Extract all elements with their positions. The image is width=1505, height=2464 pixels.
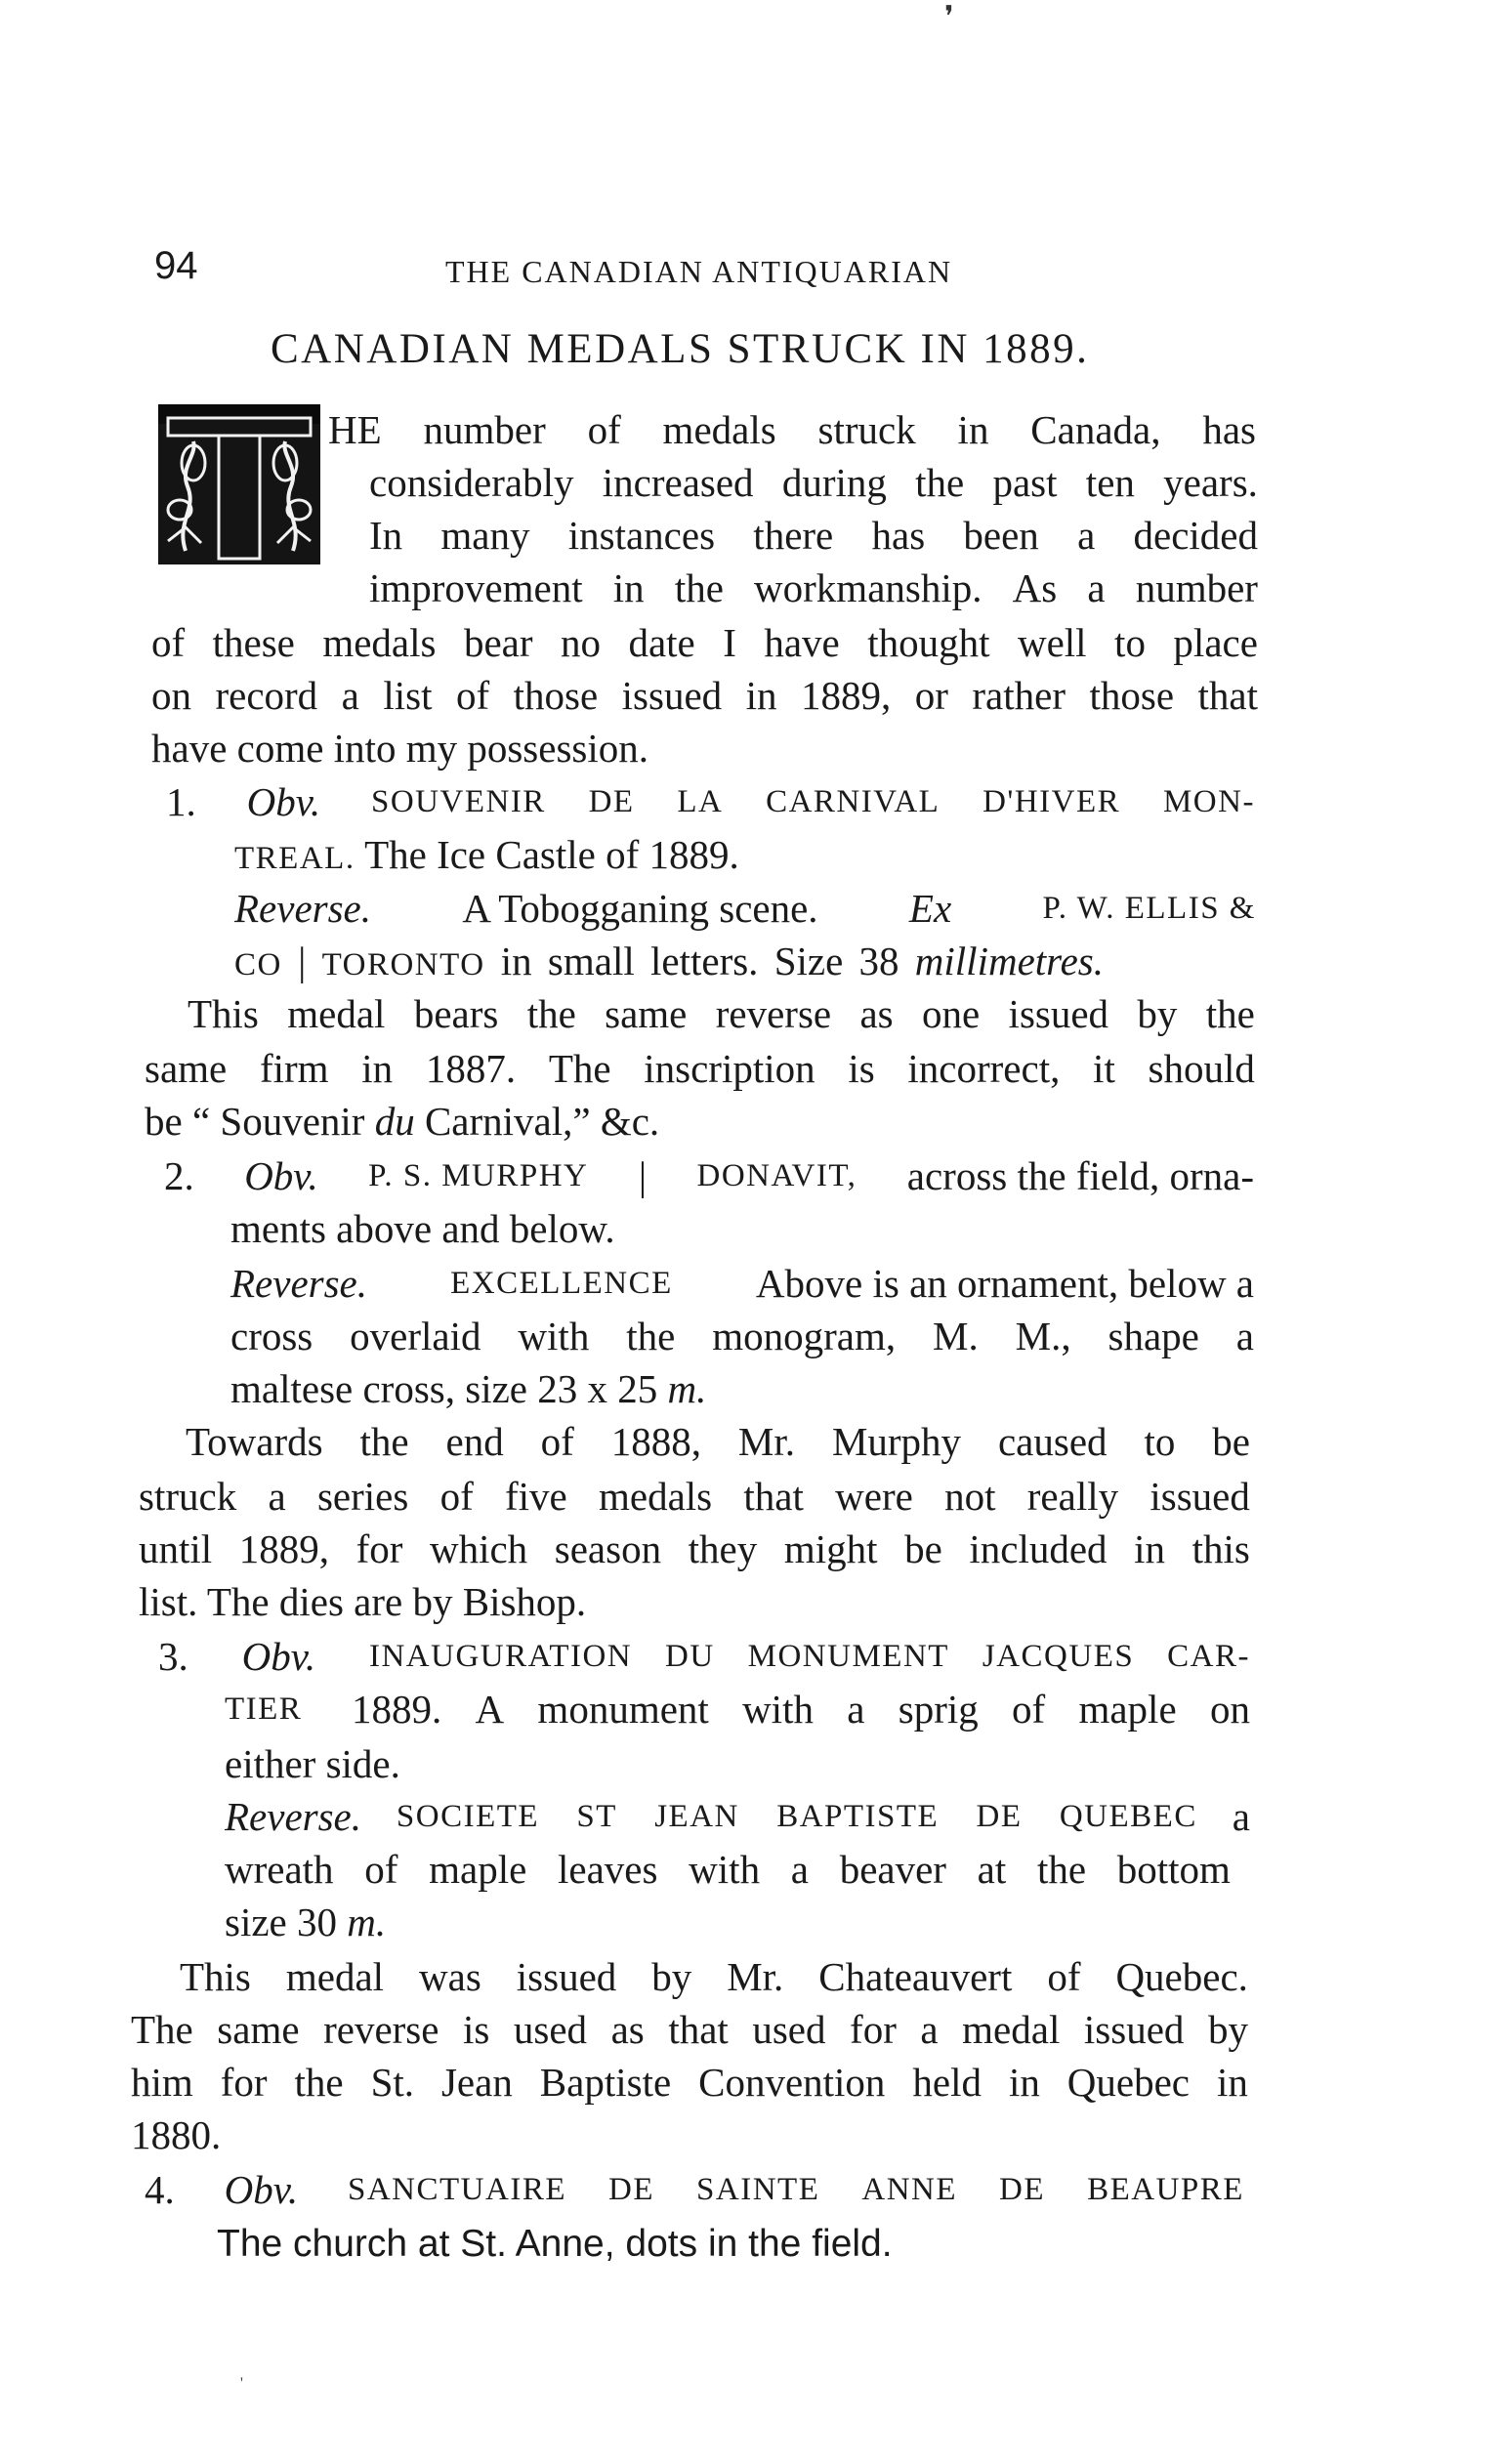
intro-line bbox=[369, 563, 1258, 613]
item-4-obverse-line: 4. Obv. SANCTUAIRE DE SAINTE ANNE DE BEAUPRE bbox=[145, 2164, 1244, 2215]
word: BAPTISTE bbox=[776, 1799, 940, 1834]
word: This bbox=[180, 1954, 251, 1999]
word: struck bbox=[139, 1474, 237, 1519]
word: ten bbox=[1085, 460, 1135, 505]
word: instances bbox=[567, 513, 716, 558]
word: on bbox=[1209, 1687, 1250, 1732]
word: workmanship. bbox=[754, 565, 982, 610]
word: medal bbox=[287, 991, 386, 1036]
word: has bbox=[1202, 407, 1256, 452]
word: end bbox=[445, 1419, 504, 1464]
word: JEAN bbox=[654, 1799, 739, 1834]
item-1-note-line bbox=[188, 988, 1255, 1039]
item-2-note-line bbox=[139, 1471, 1250, 1522]
word: list bbox=[383, 673, 433, 718]
word: reverse bbox=[323, 2007, 439, 2052]
item-3-obverse-line: 3. Obv. INAUGURATION DU MONUMENT JACQUES CAR- bbox=[158, 1631, 1250, 1682]
word: by bbox=[1137, 991, 1178, 1036]
item-2-note-line bbox=[139, 1524, 1250, 1574]
word: which bbox=[429, 1526, 528, 1571]
word: BEAUPRE bbox=[1087, 2172, 1244, 2207]
word: M., bbox=[1015, 1314, 1071, 1358]
word: or bbox=[914, 673, 948, 718]
word: Murphy bbox=[831, 1419, 962, 1464]
item-2-note-line: list. The dies are by Bishop. bbox=[139, 1579, 587, 1624]
word: in bbox=[361, 1046, 394, 1091]
word: in bbox=[957, 407, 989, 452]
word: DE bbox=[999, 2172, 1046, 2207]
word: firm bbox=[259, 1046, 329, 1091]
word: reverse bbox=[715, 991, 832, 1036]
word: medals bbox=[322, 620, 437, 665]
word: Towards bbox=[186, 1419, 323, 1464]
word: issued bbox=[1083, 2007, 1185, 2052]
word: ST bbox=[576, 1799, 617, 1834]
intro-line bbox=[151, 617, 1258, 668]
word: issued bbox=[516, 1954, 617, 1999]
word: used bbox=[513, 2007, 588, 2052]
word: DU bbox=[665, 1639, 715, 1674]
word: St. bbox=[370, 2060, 415, 2105]
word: those bbox=[513, 673, 599, 718]
word: 1888, bbox=[610, 1419, 701, 1464]
word: wreath bbox=[225, 1847, 334, 1892]
word: in bbox=[612, 565, 645, 610]
word: been bbox=[963, 513, 1039, 558]
word: of bbox=[439, 1474, 474, 1519]
word: a bbox=[790, 1847, 809, 1892]
word: of bbox=[1047, 1954, 1081, 1999]
word: in bbox=[745, 673, 777, 718]
word: of bbox=[540, 1419, 574, 1464]
word: As bbox=[1012, 565, 1058, 610]
word: in bbox=[1216, 2060, 1248, 2105]
word: HE bbox=[328, 407, 382, 452]
word: past bbox=[992, 460, 1058, 505]
item-2-obverse-line: 2. Obv. P. S. MURPHY | DONAVIT, across the field, orna- bbox=[164, 1153, 1254, 1198]
item-2-obverse-cont: ments above and below. bbox=[230, 1206, 615, 1251]
word: no bbox=[560, 620, 601, 665]
word: 1889, bbox=[238, 1526, 330, 1571]
word: same bbox=[145, 1046, 228, 1091]
word: thought bbox=[867, 620, 990, 665]
word: during bbox=[781, 460, 887, 505]
word: caused bbox=[997, 1419, 1108, 1464]
item-3-note-line bbox=[131, 2004, 1248, 2055]
word: MONUMENT bbox=[747, 1639, 949, 1674]
word: This bbox=[188, 991, 259, 1036]
word: to bbox=[1144, 1419, 1176, 1464]
word: have bbox=[764, 620, 840, 665]
word: I bbox=[723, 620, 736, 665]
item-3-reverse-cont: size 30 m. bbox=[225, 1900, 387, 1944]
word: Baptiste bbox=[539, 2060, 672, 2105]
word: Chateauvert bbox=[818, 1954, 1013, 1999]
word: for bbox=[220, 2060, 268, 2105]
obverse-label: Obv. bbox=[246, 779, 321, 824]
word: should bbox=[1148, 1046, 1255, 1091]
word: number bbox=[1135, 565, 1258, 610]
item-3-note-line bbox=[180, 1951, 1248, 2002]
word: date bbox=[628, 620, 695, 665]
word: of bbox=[587, 407, 621, 452]
word: 1887. bbox=[425, 1046, 517, 1091]
word: issued bbox=[621, 673, 723, 718]
word: at bbox=[977, 1847, 1007, 1892]
word: number bbox=[423, 407, 546, 452]
word: DE bbox=[608, 2172, 655, 2207]
word: the bbox=[526, 991, 576, 1036]
word: medal bbox=[962, 2007, 1061, 2052]
word: A bbox=[475, 1687, 505, 1732]
word: sprig bbox=[898, 1687, 979, 1732]
word: held bbox=[912, 2060, 982, 2105]
word: those bbox=[1089, 673, 1175, 718]
word: might bbox=[783, 1526, 878, 1571]
word: Jean bbox=[440, 2060, 513, 2105]
word: one bbox=[921, 991, 981, 1036]
word: maple bbox=[429, 1847, 527, 1892]
word: a bbox=[847, 1687, 865, 1732]
intro-line bbox=[369, 457, 1258, 508]
word: five bbox=[504, 1474, 567, 1519]
word: bears bbox=[413, 991, 499, 1036]
word: of bbox=[1012, 1687, 1046, 1732]
word: SAINTE bbox=[696, 2172, 820, 2207]
word: improvement bbox=[369, 565, 583, 610]
word: SOUVENIR bbox=[370, 784, 546, 819]
word: increased bbox=[602, 460, 754, 505]
stray-ink-mark: ❜ bbox=[944, 1, 954, 33]
word: 1889. bbox=[352, 1687, 442, 1732]
word: that bbox=[1197, 673, 1258, 718]
word: inscription bbox=[644, 1046, 815, 1091]
word: same bbox=[605, 991, 688, 1036]
word: The bbox=[548, 1046, 611, 1091]
drop-cap-ornament-icon bbox=[158, 404, 320, 564]
word: used bbox=[752, 2007, 826, 2052]
word: has bbox=[871, 513, 926, 558]
word: him bbox=[131, 2060, 193, 2105]
word: CAR- bbox=[1167, 1639, 1250, 1674]
word: be bbox=[904, 1526, 942, 1571]
word: the bbox=[626, 1314, 676, 1358]
word: was bbox=[419, 1954, 481, 1999]
item-1-obverse-line bbox=[166, 776, 1255, 827]
word: The bbox=[131, 2007, 193, 2052]
word: on bbox=[151, 673, 191, 718]
word: the bbox=[674, 565, 724, 610]
word: leaves bbox=[558, 1847, 658, 1892]
word: struck bbox=[817, 407, 916, 452]
word: Quebec. bbox=[1115, 1954, 1248, 1999]
word: were bbox=[835, 1474, 913, 1519]
word: this bbox=[1191, 1526, 1250, 1571]
obverse-inscription bbox=[371, 776, 1255, 827]
word: for bbox=[355, 1526, 403, 1571]
word: the bbox=[294, 2060, 344, 2105]
word: bottom bbox=[1116, 1847, 1231, 1892]
word: be bbox=[1212, 1419, 1250, 1464]
item-2-reverse-cont: maltese cross, size 23 x 25 m. bbox=[230, 1366, 707, 1411]
word: of bbox=[151, 620, 186, 665]
intro-line bbox=[328, 404, 1256, 455]
page-number: 94 bbox=[154, 244, 198, 287]
item-2-reverse-cont bbox=[230, 1311, 1254, 1361]
word: In bbox=[369, 513, 403, 558]
word: until bbox=[139, 1526, 213, 1571]
word: that bbox=[668, 2007, 729, 2052]
word: a bbox=[341, 673, 359, 718]
word: Mr. bbox=[737, 1419, 796, 1464]
word: as bbox=[859, 991, 894, 1036]
word: it bbox=[1093, 1046, 1115, 1091]
word: shape bbox=[1108, 1314, 1199, 1358]
word: Mr. bbox=[727, 1954, 784, 1999]
reverse-label: Reverse. bbox=[234, 886, 371, 931]
item-3-obverse-cont: either side. bbox=[225, 1741, 400, 1786]
word: well bbox=[1017, 620, 1087, 665]
word: rather bbox=[972, 673, 1066, 718]
word: SANCTUAIRE bbox=[347, 2172, 566, 2207]
word: to bbox=[1114, 620, 1146, 665]
word: cross bbox=[230, 1314, 314, 1358]
item-1-obverse-cont: TREAL. The Ice Castle of 1889. bbox=[234, 832, 739, 877]
item-1-note-line: be “ Souvenir du Carnival,” &c. bbox=[145, 1099, 660, 1144]
word: the bbox=[915, 460, 965, 505]
word: is bbox=[463, 2007, 490, 2052]
word: the bbox=[1205, 991, 1255, 1036]
running-head: THE CANADIAN ANTIQUARIAN bbox=[445, 254, 953, 289]
word: maple bbox=[1078, 1687, 1177, 1732]
word: medals bbox=[599, 1474, 713, 1519]
word: many bbox=[440, 513, 530, 558]
word: DE bbox=[588, 784, 635, 819]
word: monogram, bbox=[712, 1314, 897, 1358]
word: place bbox=[1173, 620, 1258, 665]
word: JACQUES bbox=[982, 1639, 1135, 1674]
word: bear bbox=[463, 620, 533, 665]
word: of bbox=[364, 1847, 398, 1892]
word: 1889, bbox=[801, 673, 892, 718]
item-number: 1. bbox=[166, 779, 196, 824]
word: a bbox=[1087, 565, 1106, 610]
article-title: CANADIAN MEDALS STRUCK IN 1889. bbox=[271, 326, 1090, 372]
item-3-note-line bbox=[131, 2057, 1248, 2108]
item-2-note-line bbox=[186, 1416, 1250, 1467]
word: with bbox=[742, 1687, 814, 1732]
word: a bbox=[1077, 513, 1096, 558]
word: overlaid bbox=[350, 1314, 481, 1358]
intro-line bbox=[369, 510, 1258, 561]
word: there bbox=[753, 513, 834, 558]
word: QUEBEC bbox=[1059, 1799, 1197, 1834]
word: with bbox=[689, 1847, 761, 1892]
word: Convention bbox=[698, 2060, 886, 2105]
word: by bbox=[651, 1954, 692, 1999]
word: for bbox=[850, 2007, 897, 2052]
word: monument bbox=[537, 1687, 709, 1732]
word: ANNE bbox=[861, 2172, 958, 2207]
word: Quebec bbox=[1066, 2060, 1190, 2105]
item-1-reverse-cont: CO | TORONTO in small letters. Size 38 millimetres. bbox=[234, 939, 1104, 983]
item-4-obverse-cont: The church at St. Anne, dots in the field. bbox=[217, 2223, 893, 2265]
word: these bbox=[212, 620, 295, 665]
word: MON- bbox=[1162, 784, 1255, 819]
word: medals bbox=[662, 407, 776, 452]
word: incorrect, bbox=[907, 1046, 1061, 1091]
word: series bbox=[316, 1474, 409, 1519]
item-1-reverse-line: Reverse. A Tobogganing scene. Ex P. W. ELLIS & bbox=[234, 883, 1256, 934]
word: beaver bbox=[839, 1847, 946, 1892]
drop-cap-letter bbox=[158, 564, 159, 565]
word: D'HIVER bbox=[982, 784, 1121, 819]
word: is bbox=[848, 1046, 875, 1091]
word: included bbox=[969, 1526, 1108, 1571]
word: years. bbox=[1163, 460, 1258, 505]
word: that bbox=[743, 1474, 804, 1519]
item-3-obverse-cont: TIER 1889. A monument with a sprig of maple on bbox=[225, 1684, 1250, 1734]
word: in bbox=[1134, 1526, 1166, 1571]
word: LA bbox=[677, 784, 724, 819]
drop-cap-initial bbox=[158, 404, 320, 564]
word: of bbox=[455, 673, 490, 718]
word: in bbox=[1008, 2060, 1040, 2105]
item-1-note-line bbox=[145, 1043, 1255, 1094]
word: issued bbox=[1150, 1474, 1250, 1519]
word: medal bbox=[285, 1954, 385, 1999]
item-3-reverse-line: Reverse. SOCIETE ST JEAN BAPTISTE DE QUEBEC a bbox=[225, 1791, 1250, 1842]
word: by bbox=[1207, 2007, 1248, 2052]
word: a bbox=[920, 2007, 939, 2052]
word: the bbox=[359, 1419, 409, 1464]
word: as bbox=[610, 2007, 645, 2052]
word: season bbox=[554, 1526, 662, 1571]
item-3-note-line: 1880. bbox=[131, 2112, 222, 2157]
word: decided bbox=[1133, 513, 1258, 558]
word: issued bbox=[1008, 991, 1109, 1036]
word: CARNIVAL bbox=[766, 784, 941, 819]
word: INAUGURATION bbox=[368, 1639, 633, 1674]
item-2-reverse-line: Reverse. EXCELLENCE Above is an ornament, below a bbox=[230, 1261, 1254, 1306]
stray-ink-mark: ' bbox=[240, 2375, 243, 2392]
word: M. bbox=[933, 1314, 979, 1358]
word: they bbox=[688, 1526, 758, 1571]
intro-line: have come into my possession. bbox=[151, 726, 649, 771]
word: SOCIETE bbox=[396, 1799, 540, 1834]
word: with bbox=[518, 1314, 590, 1358]
word: a bbox=[1235, 1314, 1254, 1358]
word: same bbox=[217, 2007, 300, 2052]
item-3-reverse-cont bbox=[225, 1844, 1231, 1895]
word: the bbox=[1036, 1847, 1087, 1892]
word: considerably bbox=[369, 460, 574, 505]
word: Canada, bbox=[1030, 407, 1161, 452]
word: really bbox=[1026, 1474, 1119, 1519]
word: record bbox=[215, 673, 318, 718]
word: DE bbox=[976, 1799, 1023, 1834]
word: not bbox=[944, 1474, 996, 1519]
word: a bbox=[268, 1474, 286, 1519]
intro-line bbox=[151, 670, 1258, 721]
